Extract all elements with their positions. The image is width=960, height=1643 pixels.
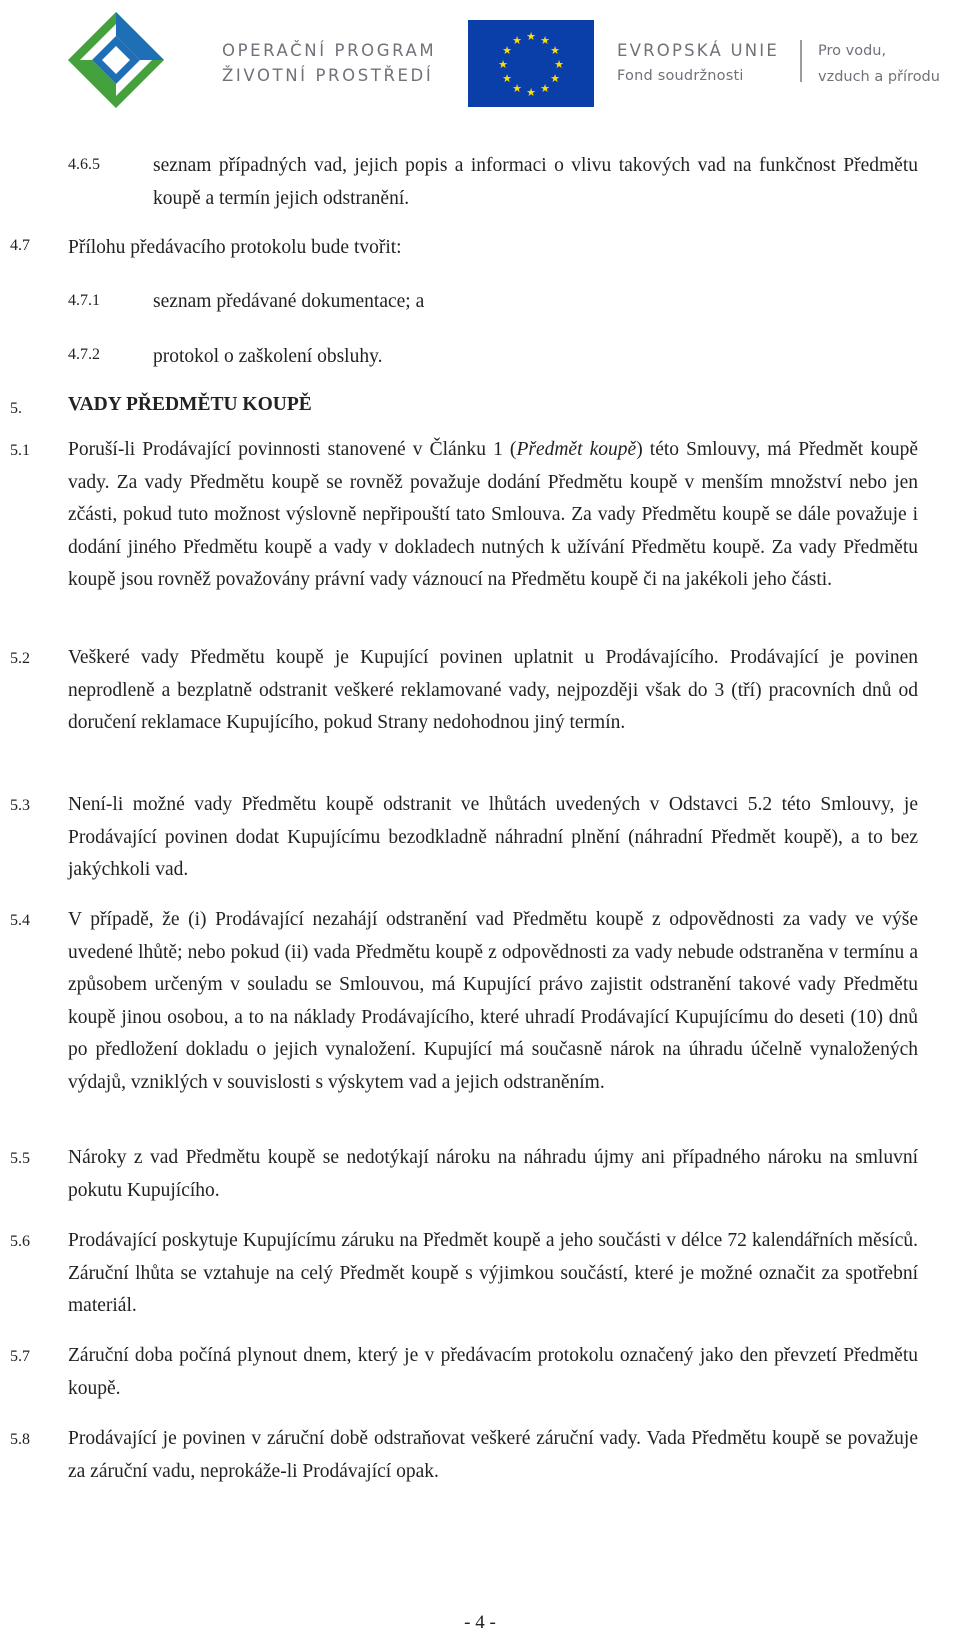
clause-5-7: Záruční doba počíná plynout dnem, který je v předávacím protokolu označený jako den převzetí Předmětu koupě. (68, 1345, 918, 1399)
svg-text:★: ★ (550, 72, 560, 85)
clause-5-1-part-b: ) této Smlouvy, má Předmět koupě vady. Za vady Předmětu koupě se rovněž považuje dodání Předmětu koupě v menším množství nebo jen zčásti, pokud tuto možnost výslovně nepřipouští tato Smlouva. Za vady Předmětu koupě se dále považuje i dodání jiného Předmětu koupě a vady v dokladech nutných k užívání Předmětu koupě. Za vady Předmětu koupě jsou rovněž považovány právní vady váznoucí na Předmětu koupě či na jakékoli jeho části. (68, 439, 918, 590)
item-number: 5.8 (10, 1431, 30, 1448)
op-line1: OPERAČNÍ PROGRAM (222, 41, 437, 60)
slogan-line1: Pro vodu, (818, 43, 887, 59)
section-heading: VADY PŘEDMĚTU KOUPĚ (68, 394, 312, 415)
clause-5-1-part-a: Poruší-li Prodávající povinnosti stanovené v Článku 1 ( (68, 439, 517, 460)
item-number: 5.1 (10, 442, 30, 459)
clause-4-7-1: seznam předávané dokumentace; a (153, 291, 425, 312)
clause-5-1-italic: Předmět koupě (516, 439, 637, 460)
clause-5-2: Veškeré vady Předmětu koupě je Kupující povinen uplatnit u Prodávajícího. Prodávající je povinen neprodleně a bezplatně odstranit veškeré reklamované vady, nejpozději však do 3 (tří) pracovních dnů od doručení reklamace Kupujícího, pokud Strany nedohodnou jiný termín. (68, 647, 918, 733)
clause-5-3: Není-li možné vady Předmětu koupě odstranit ve lhůtách uvedených v Odstavci 5.2 této Smlouvy, je Prodávající povinen dodat Kupujícímu bezodkladně náhradní plnění (náhradní Předmět koupě), a to bez jakýchkoli vad. (68, 794, 918, 880)
svg-text:★: ★ (540, 82, 550, 95)
clause-5-5: Nároky z vad Předmětu koupě se nedotýkají nároku na náhradu újmy ani případného nároku na smluvní pokutu Kupujícího. (68, 1147, 918, 1201)
page-header (0, 0, 960, 120)
svg-text:★: ★ (526, 86, 536, 99)
op-line2: ŽIVOTNÍ PROSTŘEDÍ (222, 66, 434, 85)
clause-5-6: Prodávající poskytuje Kupujícímu záruku na Předmět koupě a jeho součásti v délce 72 kalendářních měsíců. Záruční lhůta se vztahuje na celý Předmět koupě s výjimkou součástí, které je možné označit za spotřební materiál. (68, 1230, 918, 1316)
item-number: 4.6.5 (68, 156, 100, 173)
eu-flag-icon (468, 20, 594, 107)
clause-4-6-5: seznam případných vad, jejich popis a informaci o vlivu takových vad na funkčnost Předmětu koupě a termín jejich odstranění. (153, 155, 918, 209)
svg-text:★: ★ (512, 34, 522, 47)
op-zp-logo-icon (66, 10, 166, 114)
clause-5-1 (68, 434, 918, 597)
slogan-line2: vzduch a přírodu (818, 69, 940, 85)
svg-text:★: ★ (550, 44, 560, 57)
item-number: 4.7.2 (68, 346, 100, 363)
item-number: 4.7.1 (68, 292, 100, 309)
page-number: - 4 - (464, 1612, 496, 1633)
svg-text:★: ★ (498, 58, 508, 71)
op-zp-logo-text (222, 38, 436, 88)
clause-5-8: Prodávající je povinen v záruční době odstraňovat veškeré záruční vady. Vada Předmětu koupě se považuje za záruční vadu, neprokáže-li Prodávající opak. (68, 1428, 918, 1482)
item-number: 5.2 (10, 650, 30, 667)
eu-logo-text (617, 38, 779, 89)
item-number: 5.3 (10, 797, 30, 814)
clause-4-7: Přílohu předávacího protokolu bude tvořit: (68, 237, 402, 258)
eu-line2: Fond soudržnosti (617, 68, 744, 84)
svg-text:★: ★ (512, 82, 522, 95)
eu-line1: EVROPSKÁ UNIE (617, 41, 779, 60)
slogan-text (818, 38, 940, 90)
svg-text:★: ★ (540, 34, 550, 47)
svg-text:★: ★ (502, 44, 512, 57)
svg-text:★: ★ (502, 72, 512, 85)
svg-text:★: ★ (526, 30, 536, 43)
item-number: 5.4 (10, 912, 30, 929)
clause-4-7-2: protokol o zaškolení obsluhy. (153, 346, 383, 367)
clause-5-4: V případě, že (i) Prodávající nezahájí odstranění vad Předmětu koupě z odpovědnosti za vady ve výše uvedené lhůtě; nebo pokud (ii) vada Předmětu koupě z odpovědnosti za vady nebude odstraněna v termínu a způsobem určeným v souladu se Smlouvou, má Kupující právo zajistit odstranění takové vady Předmětu koupě jinou osobou, a to na náklady Prodávajícího, které uhradí Prodávající Kupujícímu do deseti (10) dnů po předložení dokladu o jejich vynaložení. Kupující má současně nárok na úhradu účelně vynaložených výdajů, vzniklých v souvislosti s výskytem vad a jejich odstraněním. (68, 909, 918, 1093)
item-number: 5.5 (10, 1150, 30, 1167)
header-divider (800, 40, 802, 82)
item-number: 5.6 (10, 1233, 30, 1250)
item-number: 4.7 (10, 237, 30, 254)
item-number: 5.7 (10, 1348, 30, 1365)
svg-text:★: ★ (554, 58, 564, 71)
section-number: 5. (10, 400, 22, 417)
